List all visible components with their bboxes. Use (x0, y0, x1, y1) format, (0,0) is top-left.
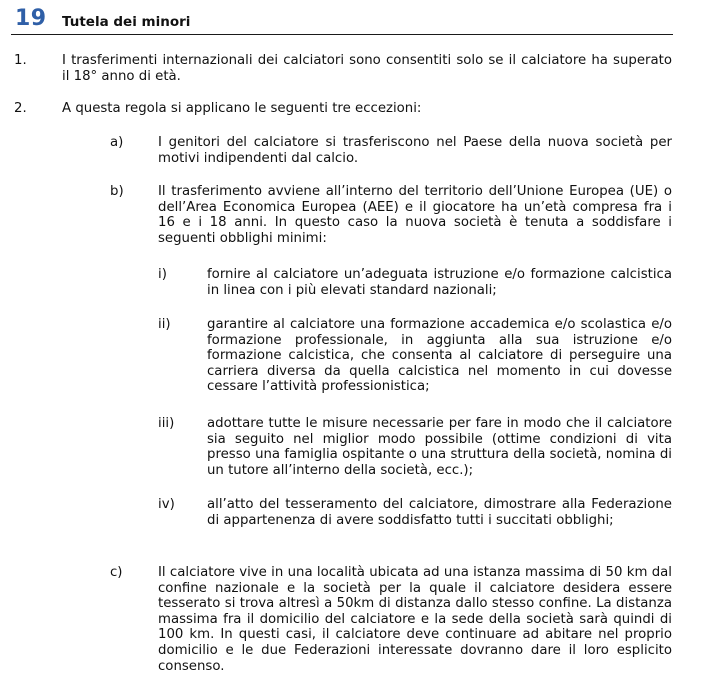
obligation-i-text: fornire al calciatore un’adeguata istruzione e/o formazione calcistica in linea con i più elevati standard nazionali; (207, 267, 672, 298)
obligation-ii-label: ii) (158, 317, 171, 332)
exception-b-text: Il trasferimento avviene all’interno del territorio dell’Unione Europea (UE) o dell’Area Economica Europea (AEE) e il giocatore ha un’età compresa fra i 16 e i 18 anni. In questo caso la nuova società è tenuta a soddisfare i seguenti obblighi minimi: (158, 184, 672, 246)
section-header (11, 6, 673, 35)
exception-c-label: c) (110, 565, 123, 580)
obligation-iv-label: iv) (158, 497, 175, 512)
obligation-iii-label: iii) (158, 416, 175, 431)
obligation-i-label: i) (158, 267, 167, 282)
exception-a-label: a) (110, 135, 124, 150)
exception-a-text: I genitori del calciatore si trasferiscono nel Paese della nuova società per motivi indipendenti dal calcio. (158, 135, 672, 166)
item-2-label: 2. (14, 101, 27, 116)
exception-b-label: b) (110, 184, 124, 199)
obligation-iv-text: all’atto del tesseramento del calciatore, dimostrare alla Federazione di appartenenza di avere soddisfatto tutti i succitati obblighi; (207, 497, 672, 528)
obligation-iii-text: adottare tutte le misure necessarie per fare in modo che il calciatore sia seguito nel miglior modo possibile (ottime condizioni di vita presso una famiglia ospitante o una struttura della società, nomina di un tutore all’interno della società, ecc.); (207, 416, 672, 478)
item-1-label: 1. (14, 53, 27, 68)
obligation-ii-text: garantire al calciatore una formazione accademica e/o scolastica e/o formazione professionale, in aggiunta alla sua istruzione e/o formazione calcistica, che consenta al calciatore di perseguire una carriera diversa da quella calcistica nel momento in cui dovesse cessare l’attività professionistica; (207, 317, 672, 395)
section-title: Tutela dei minori (62, 14, 191, 30)
section-number: 19 (15, 6, 47, 31)
item-2-text: A questa regola si applicano le seguenti tre eccezioni: (62, 101, 422, 116)
item-1-text: I trasferimenti internazionali dei calciatori sono consentiti solo se il calciatore ha superato il 18° anno di età. (62, 53, 672, 84)
exception-c-text: Il calciatore vive in una località ubicata ad una istanza massima di 50 km dal confine nazionale e la società per la quale il calciatore desidera essere tesserato si trova altresì a 50km di distanza dallo stesso confine. La distanza massima fra il domicilio del calciatore e la sede della società sarà quindi di 100 km. In questi casi, il calciatore deve continuare ad abitare nel proprio domicilio e le due Federazioni interessate dovranno dare il loro esplicito consenso. (158, 565, 672, 674)
